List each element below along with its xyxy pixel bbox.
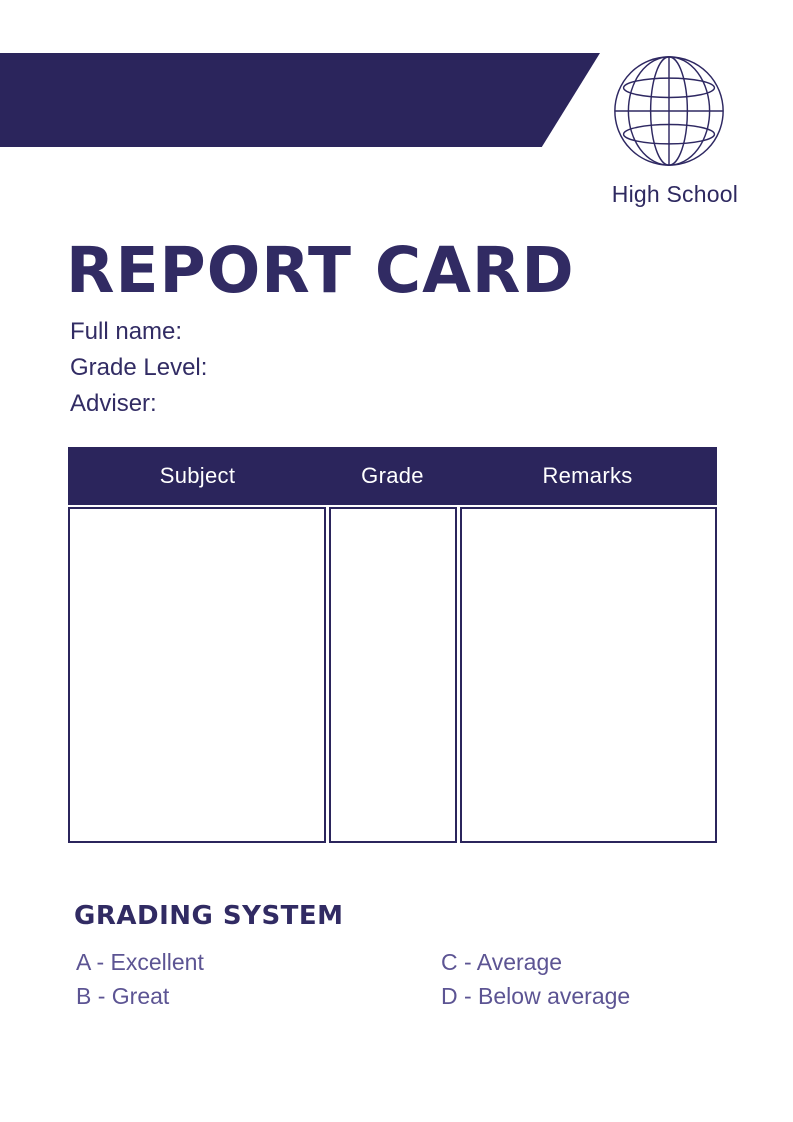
grading-item-a: A - Excellent — [76, 949, 204, 975]
grading-item-c: C - Average — [441, 949, 563, 975]
column-header-subject: Subject — [159, 463, 236, 488]
column-header-remarks: Remarks — [542, 463, 633, 488]
table-body-column-grade — [329, 507, 457, 843]
student-info-fields — [70, 314, 207, 422]
grading-legend-left-column — [76, 945, 204, 1013]
grading-legend-right-column — [441, 945, 630, 1013]
grades-table-header — [68, 447, 717, 505]
grading-system-heading: GRADING SYSTEM — [74, 901, 344, 931]
grade-level-label: Grade Level: — [70, 354, 208, 381]
grades-table — [68, 447, 717, 843]
grades-table-body — [68, 507, 717, 843]
adviser-label: Adviser: — [70, 390, 157, 417]
grading-item-b: B - Great — [76, 983, 170, 1009]
school-name: High School — [611, 181, 738, 207]
globe-icon — [611, 53, 727, 169]
page-title: REPORT CARD — [66, 234, 575, 307]
full-name-label: Full name: — [70, 318, 183, 345]
table-body-column-remarks — [460, 507, 717, 843]
column-header-grade: Grade — [361, 463, 424, 488]
top-banner — [0, 53, 600, 147]
table-body-column-subject — [68, 507, 326, 843]
grading-item-d: D - Below average — [441, 983, 631, 1009]
